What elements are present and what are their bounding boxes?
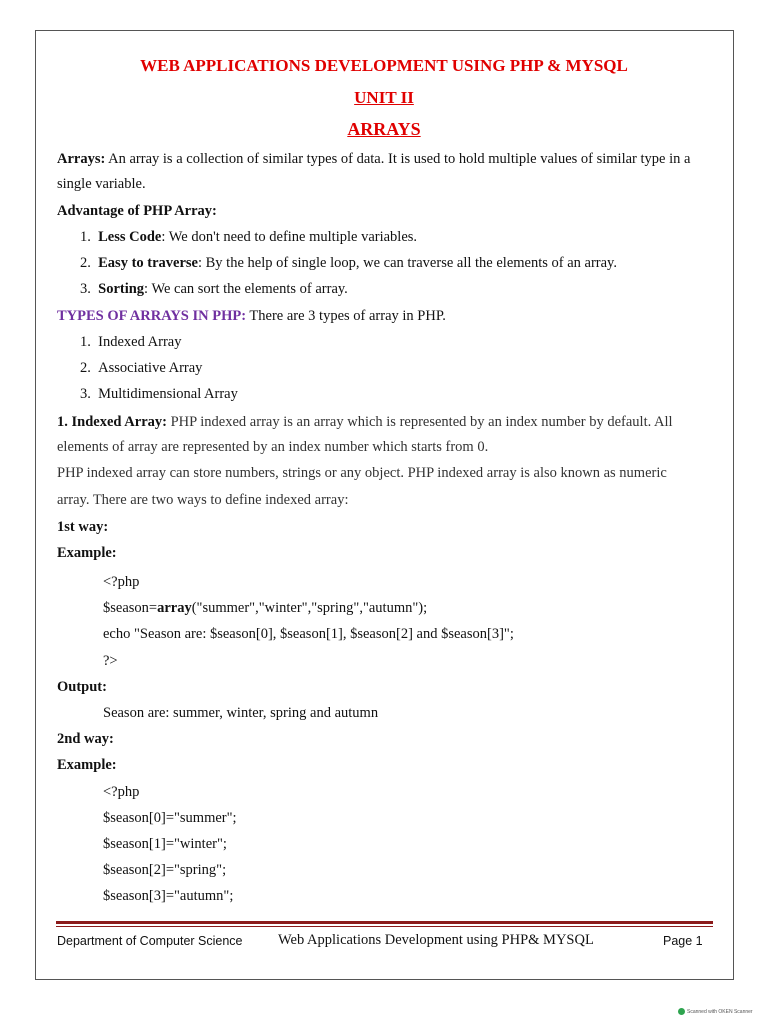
intro-line-2: single variable. [57,176,146,192]
unit-heading: UNIT II [354,88,414,107]
code-line: $season=array("summer","winter","spring","autumn"); [103,600,428,616]
code-line: ?> [103,653,118,669]
intro-term: Arrays: [57,151,106,167]
code-line: <?php [103,574,140,590]
output-label: Output: [57,679,107,695]
second-way-label: 2nd way: [57,731,114,747]
intro-line-1: Arrays: An array is a collection of similar types of data. It is used to hold multiple values of similar type in a [57,151,691,167]
code-line: $season[0]="summer"; [103,810,237,826]
code-line: $season[2]="spring"; [103,862,227,878]
footer-rule [56,921,713,924]
types-item: 3. Multidimensional Array [80,386,238,402]
footer-page-number: Page 1 [663,934,703,948]
document-title: WEB APPLICATIONS DEVELOPMENT USING PHP & MYSQL [140,56,628,75]
first-way-label: 1st way: [57,519,109,535]
indexed-line-1: 1. Indexed Array: PHP indexed array is an array which is represented by an index number by default. All [57,414,673,430]
code-line: echo "Season are: $season[0], $season[1], $season[2] and $season[3]"; [103,626,514,642]
code-line: $season[1]="winter"; [103,836,227,852]
advantage-item: 2. Easy to traverse: By the help of single loop, we can traverse all the elements of an array. [80,255,617,271]
advantage-heading: Advantage of PHP Array: [57,203,217,219]
code-line: $season[3]="autumn"; [103,888,234,904]
code-line: <?php [103,784,140,800]
footer-department: Department of Computer Science [57,934,243,948]
types-item: 1. Indexed Array [80,334,182,350]
indexed-line-2: elements of array are represented by an index number which starts from 0. [57,439,489,455]
footer-rule [56,926,713,927]
second-example-label: Example: [57,757,117,773]
advantage-item: 3. Sorting: We can sort the elements of array. [80,281,348,297]
topic-heading: ARRAYS [347,119,421,139]
output-text: Season are: summer, winter, spring and autumn [103,705,379,721]
scanner-logo-icon [678,1008,685,1015]
footer-course: Web Applications Development using PHP& MYSQL [278,932,594,948]
advantage-item: 1. Less Code: We don't need to define multiple variables. [80,229,418,245]
types-heading: TYPES OF ARRAYS IN PHP: There are 3 types of array in PHP. [57,308,446,324]
indexed-line-4: array. There are two ways to define indexed array: [57,492,349,508]
first-example-label: Example: [57,545,117,561]
types-item: 2. Associative Array [80,360,203,376]
scanner-watermark: Scanned with OKEN Scanner [678,1008,753,1015]
indexed-line-3: PHP indexed array can store numbers, strings or any object. PHP indexed array is also known as numeric [57,465,667,481]
